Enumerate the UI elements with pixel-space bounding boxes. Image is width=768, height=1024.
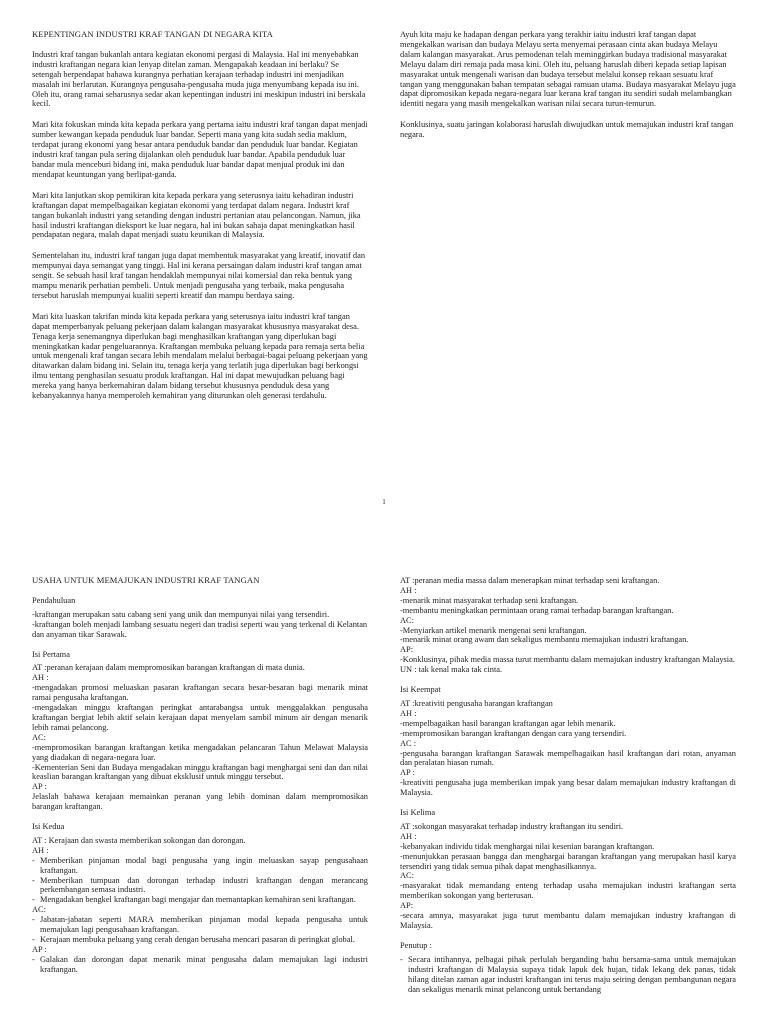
outline-line: -mempromosikan barangan kraftangan dengan cara yang tersendiri. [400,728,627,738]
page-number: 1 [382,498,386,506]
dash-bullet-icon: - [32,855,35,865]
paragraph-point-4: Mari kita luaskan takrifan minda kita kepada perkara yang seterusnya iaitu industri kraf tangan dapat memperbanyak peluang pekerjaan dalam kalangan masyarakat khususnya masyarakat desa. Tenaga kerja senemangnya diperlukan bagi menghasilkan kraftangan yang diperlukan bagi meningkatkan kadar pengeluarannya. Kraftangan membuka peluang kepada para remaja serta belia untuk mengenali kraf tangan secara lebih mendalam melalui berbagai-bagai peluang pekerjaan yang ditawarkan dalam bidang ini. Selain itu, tenaga kerja yang terlatih juga diperlukan bagi berkongsi ilmu tentang penghasilan sesuatu produk kraftangan. Hal ini dapat mewujudkan peluang bagi mereka yang hanya berkemahiran dalam bidang tersebut khususnya penduduk desa yang kebanyakannya hanya memperoleh kemahiran yang diturunkan oleh generasi terdahulu. [32,311,368,401]
outline-line: AP : [32,782,47,792]
outline-line: -Kementerian Seni dan Budaya mengadakan minggu kraftangan bagi menghargai seni dan dan nilai keaslian barangan kraftangan yang dibuat eksklusif untuk minggu tersebut. [32,762,368,782]
bullet-text: Secara intihannya, pelbagai pihak perlulah berganding bahu bersama-sama untuk memajukan industri kraftangan di Malaysia supaya tidak lapuk dek hujan, tidak lekang dek panas, tidak hilang ditelan zaman agar industri kraftangan ini terus maju seiring dengan pembangunan negara dan sekaligus menarik minat pelancong untuk bertandang [408,954,736,994]
outline-line: -secara amnya, masyarakat juga turut membantu dalam memajukan industry kraftangan di Malaysia. [400,911,736,930]
bullet-text: Jabatan-jabatan seperti MARA memberikan pinjaman modal kepada pengusaha untuk memajukan lagi pengusahaan kraftangan. [40,915,368,935]
outline-line: AH : [400,585,417,595]
outline-line: AT : Kerajaan dan swasta memberikan sokongan dan dorongan. [32,835,246,845]
outline-line: -Menyiarkan artikel menarik mengenai seni kraftangan. [400,625,587,635]
outline-line: AH : [400,831,417,841]
document-title: KEPENTINGAN INDUSTRI KRAF TANGAN DI NEGARA KITA [32,29,273,39]
section-isi-ketiga [400,576,736,675]
bullet-item [32,876,368,896]
outline-line: AT :peranan kerajaan dalam mempromosikan barangan kraftangan di mata dunia. [32,663,305,673]
document-page-2 [0,548,768,1024]
section-heading: Isi Kelima [400,808,436,818]
page1-right-column [400,30,736,151]
outline-line: -kraftangan boleh menjadi lambang sesuatu negeri dan tradisi seperti wau yang terkenal di Kelantan dan anyaman tikar Sarawak. [32,619,368,639]
bullet-text: Mengadakan bengkel kraftangan bagi mengajar dan memantapkan kemahiran seni kraftangan. [40,895,356,905]
outline-line: -kebanyakan individu tidak menghargai nilai kesenian barangan kraftangan. [400,841,655,851]
outline-line: AT :peranan media massa dalam menerapkan minat terhadap seni kraftangan. [400,576,660,585]
outline-line: -mempelbagaikan hasil barangan kraftangan agar lebih menarik. [400,718,616,728]
page1-left-column [32,30,368,412]
paragraph-point-5: Ayuh kita maju ke hadapan dengan perkara yang terakhir iaitu industri kraf tangan dapat mengekalkan warisan dan budaya Melayu serta menyemai perasaan cinta akan budaya Melayu dalam kalangan masyarakat. Arus pemodenan telah meminggirkan budaya tradisional masyarakat Melayu dalam diri remaja pada masa kini. Oleh itu, peluang haruslah diberi kepada setiap lapisan masyarakat untuk mengenali warisan dan budaya tersebut melalui konsep rekaan sesuatu kraf tangan yang menggunakan bahan tempatan sebagai ramuan utama. Budaya masyarakat Melayu juga dapat dipromosikan kepada negara-negara luar kerana kraf tangan itu sendiri sudah melambangkan identiti negara yang masih mengekalkan warisan nilai secara turun-temurun. [400,30,736,109]
section-isi-kedua [32,822,368,975]
bullet-text: Kerajaan membuka peluang yang cerah dengan berusaha mencari pasaran di peringkat global. [40,935,355,944]
outline-line: UN : tak kenal maka tak cinta. [400,665,503,675]
bullet-item [32,935,368,945]
section-heading: Isi Kedua [32,822,65,832]
outline-line: AP : [400,768,415,778]
section-isi-keempat [400,685,736,798]
dash-bullet-icon: - [400,954,403,964]
section-heading: Isi Pertama [32,649,70,659]
bullet-text: Memberikan tumpuan dan dorongan terhadap industri kraftangan dengan merancang perkembangan semasa industri. [40,875,368,895]
outline-line: AP: [400,645,414,655]
dash-bullet-icon: - [32,895,35,905]
bullet-item [32,955,368,975]
section-heading: Isi Keempat [400,685,441,695]
outline-line: AH : [400,708,417,718]
outline-line: AT :sokongan masyarakat terhadap industry kraftangan itu sendiri. [400,821,624,831]
dash-bullet-icon: - [32,954,35,964]
outline-line: -mempromosikan barangan kraftangan ketika mengadakan pelancaran Tahun Melawat Malaysia yang diadakan di negara-negara luar. [32,742,368,762]
outline-line: AH : [32,673,49,683]
bullet-item [32,895,368,905]
paragraph-point-1: Mari kita fokuskan minda kita kepada perkara yang pertama iaitu industri kraf tangan dapat menjadi sumber kewangan kepada penduduk luar bandar. Seperti mana yang kita sudah sedia maklum, terdapat jurang ekonomi yang besar antara penduduk bandar dan penduduk luar bandar. Kegiatan industri kraf tangan pula sering dijalankan oleh penduduk luar bandar. Apabila penduduk luar bandar mula menceburi bidang ini, maka penduduk luar bandar dapat menjual produk ini dan mendapat keuntungan yang berlipat-ganda. [32,120,368,179]
paragraph-conclusion: Konklusinya, suatu jaringan kolaborasi haruslah diwujudkan untuk memajukan industri kraf tangan negara. [400,120,734,140]
section-isi-kelima [400,808,736,931]
outline-line: -mengadakan promosi meluaskan pasaran kraftangan secara besar-besaran bagi menarik minat ramai pengusaha kraftangan. [32,683,368,703]
outline-line: AP : [32,944,47,954]
dash-bullet-icon: - [32,875,35,885]
outline-line: AP: [400,901,414,911]
outline-line: AC: [400,871,414,881]
outline-line: -menunjukkan perasaan bangga dan menghargai barangan kraftangan yang merupakan hasil karya tersendiri yang tidak semua pihak dapat menghasilkannya. [400,851,736,871]
outline-line: AC: [400,615,414,625]
page2-right-column [400,576,736,1004]
paragraph-point-2: Mari kita lanjutkan skop pemikiran kita kepada perkara yang seterusnya iaitu kehadiran industri kraftangan dapat mempelbagaikan kegiatan ekonomi yang terdapat dalam negara. Industri kraf tangan bukanlah industri yang setanding dengan industri pertanian atau pelancongan. Namun, jika hasil industri kraftangan dieksport ke luar negara, hal ini bukan sahaja dapat meningkatkan hasil pendapatan negara, malah dapat menjadi suatu keunikan di Malaysia. [32,190,361,240]
outline-line: AH : [32,845,49,855]
paragraph-point-3: Sementelahan itu, industri kraf tangan juga dapat membentuk masyarakat yang kreatif, inovatif dan mempunyai daya semangat yang tinggi. Hal ini kerana persaingan dalam industri kraf tangan amat sengit. Se sebuah hasil kraf tangan hendaklah mempunyai nilai komersial dan reka bentuk yang mampu menarik perhatian pembeli. Untuk menjadi pengusaha yang terbaik, maka pengusaha tersebut haruslah mempunyai kualiti seperti kreatif dan mampu berdaya saing. [32,251,366,300]
outline-line: -menarik minat masyarakat terhadap seni kraftangan. [400,595,579,605]
outline-line: -masyarakat tidak memandang enteng terhadap usaha memajukan industri kraftangan serta memberikan sokongan yang berterusan. [400,881,736,901]
outline-line: AC: [32,732,46,742]
bullet-item [32,856,368,876]
bullet-item [32,915,368,935]
section-pendahuluan [32,596,368,640]
bullet-text: Memberikan pinjaman modal bagi pengusaha yang ingin meluaskan sayap pengusahaan kraftangan. [40,855,368,875]
section-heading: Pendahuluan [32,595,76,605]
outline-line: -kreativiti pengusaha juga memberikan impak yang besar dalam memajukan industry kraftangan di Malaysia. [400,778,736,798]
dash-bullet-icon: - [32,915,35,925]
outline-line: -kraftangan merupakan satu cabang seni yang unik dan mempunyai nilai yang tersendiri. [32,609,330,619]
section-heading: Penutup : [400,940,432,950]
bullet-item [400,955,736,995]
outline-line: AC: [32,905,46,915]
outline-line: AC : [400,738,417,748]
outline-line: Jelaslah bahawa kerajaan memainkan peranan yang lebih dominan dalam mempromosikan barangan kraftangan. [32,792,368,812]
bullet-text: Galakan dan dorongan dapat menarik minat pengusaha dalam memajukan lagi industri kraftangan. [40,954,368,974]
outline-line: AT :kreativiti pengusaha barangan kraftangan [400,698,553,708]
section-penutup [400,941,736,995]
outline-line: -pengusaha barangan kraftangan Sarawak mempelbagaikan hasil kraftangan dari rotan, anyaman dan peralatan hiasan rumah. [400,748,736,768]
section-isi-pertama [32,650,368,813]
outline-line: -Konklusinya, pihak media massa turut membantu dalam memajukan industry kraftangan Malaysia. [400,655,735,665]
page2-left-column [32,576,368,985]
dash-bullet-icon: - [32,935,35,944]
document-title-2: USAHA UNTUK MEMAJUKAN INDUSTRI KRAF TANGAN [32,575,260,585]
outline-line: -membantu meningkatkan permintaan orang ramai terhadap barangan kraftangan. [400,605,674,615]
outline-line: -menarik minat orang awam dan sekaligus membantu memajukan industri kraftangan. [400,635,689,645]
paragraph-intro: Industri kraf tangan bukanlah antara kegiatan ekonomi pergasi di Malaysia. Hal ini menyebabkan industri kraftangan negara kian lenyap ditelan zaman. Mengapakah keadaan ini berlaku? Se setengah berpendapat bahawa kurangnya perhatian kerajaan terhadap industri ini menjadikan masalah ini berlarutan. Kurangnya pengusaha-pengusaha muda juga menyumbang kepada isu ini. Oleh itu, orang ramai seharusnya sedar akan kepentingan industri ini meskipun industri ini berskala kecil. [32,49,366,109]
outline-line: -mengadakan minggu kraftangan peringkat antarabangsa untuk menggalakkan pengusaha kraftangan bergiat lebih aktif selain kerajaan dapat menyelam sambil minum air dengan menarik lebih ramai pelancong. [32,703,368,732]
